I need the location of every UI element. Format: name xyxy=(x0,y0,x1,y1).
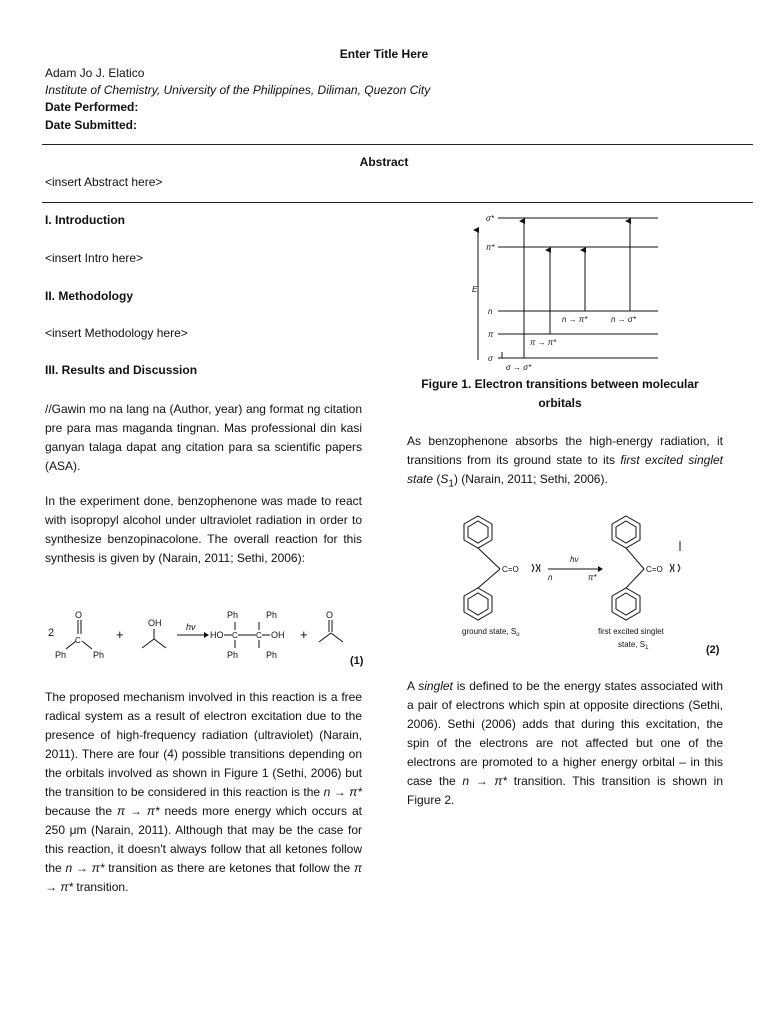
level-n: n xyxy=(488,307,493,316)
eq2-co-right: C=O xyxy=(646,565,663,574)
mech-n-pistar-1: n → π* xyxy=(323,785,362,799)
mech-pi-pistar-2: π → π* xyxy=(45,861,362,894)
eq1-ph-bl: Ph xyxy=(227,650,239,660)
mech-text-c: needs more energy which occurs at 250 μm (Narain, 2011). Although that may be the case for this reaction, it doesn't always follow that all ketones follow the xyxy=(45,804,362,875)
level-sigma: σ xyxy=(488,354,493,363)
figure-1-diagram xyxy=(468,210,668,375)
institute: Institute of Chemistry, University of the Philippines, Diliman, Quezon City xyxy=(45,83,431,97)
paragraph-absorption xyxy=(407,432,723,493)
abs-s-sub: 1 xyxy=(448,478,454,490)
label-n-pi-star: n → π* xyxy=(562,315,588,324)
reaction-equation-2 xyxy=(448,508,728,658)
date-submitted: Date Submitted: xyxy=(45,118,138,132)
singlet-word: singlet xyxy=(418,679,453,693)
eq2-n: n xyxy=(548,573,553,582)
eq1-ph-left: Ph xyxy=(55,650,67,660)
divider-bottom xyxy=(42,202,753,203)
eq2-excited-text: state, S xyxy=(618,640,646,649)
abs-text-c: ) (Narain, 2011; Sethi, 2006). xyxy=(453,472,608,486)
label-pi-pi-star: π → π* xyxy=(530,338,557,347)
level-sigma-star: σ* xyxy=(486,214,494,223)
paragraph-singlet xyxy=(407,677,723,810)
intro-heading: I. Introduction xyxy=(45,213,125,227)
eq1-carbon: C xyxy=(75,636,81,645)
paragraph-experiment: In the experiment done, benzophenone was made to react with isopropyl alcohol under ultraviolet radiation in order to synthesize benzopinacolone. The overall reaction for this synthesis is given by (Narain, 2011; Sethi, 2006): xyxy=(45,494,362,565)
eq1-hv: hν xyxy=(186,622,196,632)
method-heading: II. Methodology xyxy=(45,289,133,303)
eq1-carbonyl-o: O xyxy=(75,610,83,620)
eq1-ph-right: Ph xyxy=(93,650,105,660)
divider-top xyxy=(42,144,753,145)
eq1-ph-tl: Ph xyxy=(227,610,239,620)
eq2-excited-sub: 1 xyxy=(645,645,649,651)
singlet-n-pistar: n → π* xyxy=(462,774,508,788)
paragraph-citation-note: //Gawin mo na lang na (Author, year) ang format ng citation pre para mas maganda tingnan. Mas professional din kasi ganyan talaga dapat ang citation para sa scientific papers (ASA). xyxy=(45,402,362,473)
eq1-ph-tr: Ph xyxy=(266,610,278,620)
abstract-heading: Abstract xyxy=(359,155,409,169)
method-text: <insert Methodology here> xyxy=(45,326,188,340)
reaction-equation-1 xyxy=(44,606,374,672)
singlet-text-c: transition. This transition is shown in Figure 2. xyxy=(407,774,723,807)
eq2-number: (2) xyxy=(706,644,720,656)
eq1-c-right: C xyxy=(256,631,262,640)
abs-first-excited: first excited singlet state xyxy=(407,453,723,486)
figure-1-caption: Figure 1. Electron transitions between molecular orbitals xyxy=(421,377,699,410)
mech-text-d: transition as there are ketones that follow the xyxy=(104,861,354,875)
eq1-coefficient: 2 xyxy=(48,627,55,639)
abs-text-b: ( xyxy=(433,472,441,486)
abstract-text: <insert Abstract here> xyxy=(45,175,163,189)
energy-axis-label: E xyxy=(472,285,478,294)
results-heading: III. Results and Discussion xyxy=(45,363,198,377)
label-n-sigma-star: n → σ* xyxy=(611,315,636,324)
level-pi: π xyxy=(488,330,494,339)
intro-text: <insert Intro here> xyxy=(45,251,144,265)
singlet-text-b: is defined to be the energy states associated with a pair of electrons which spin at opposite directions (Sethi, 2006). Sethi (2006) adds that during this excitation, the spin of the electrons are not affected but one of the electrons are promoted to a higher energy orbital – in this case the xyxy=(407,679,723,788)
level-pi-star: π* xyxy=(486,243,495,252)
eq2-excited-line1: first excited singlet xyxy=(598,627,664,636)
eq1-plus-2: + xyxy=(300,627,308,642)
mech-text-e: transition. xyxy=(73,880,129,894)
abs-s: S xyxy=(440,472,449,486)
singlet-text-a: A xyxy=(407,679,419,693)
mech-pi-pistar-1: π → π* xyxy=(116,804,160,818)
eq1-c-left: C xyxy=(232,631,238,640)
eq2-ground-state xyxy=(462,627,520,638)
abs-text-a: As benzophenone absorbs the high-energy radiation, it transitions from its ground state to its xyxy=(407,434,723,467)
mech-n-pistar-2: n → π* xyxy=(65,861,105,875)
mech-text-b: because the xyxy=(45,804,117,818)
eq1-number: (1) xyxy=(350,655,364,667)
page-title: Enter Title Here xyxy=(339,47,429,61)
eq1-acetone-o: O xyxy=(326,610,334,620)
eq1-plus-1: + xyxy=(116,627,124,642)
eq2-ground-sub: o xyxy=(516,632,520,638)
eq1-oh-right: OH xyxy=(271,630,285,640)
eq1-ho: HO xyxy=(210,630,224,640)
eq2-ground-text: ground state, S xyxy=(462,627,517,636)
eq2-co-left: C=O xyxy=(502,565,519,574)
mech-text-a: The proposed mechanism involved in this reaction is a free radical system as a result of electron excitation due to the presence of high-frequency radiation (ultraviolet) (Narain, 2011). There are four (4) possible transitions depending on the orbitals involved as shown in Figure 1 (Sethi, 2006) but the transition to be considered in this reaction is the xyxy=(45,690,362,799)
eq2-hv: hν xyxy=(570,555,579,564)
eq2-pi-star: π* xyxy=(588,573,597,582)
label-sigma-sigma-star: σ → σ* xyxy=(506,363,532,372)
eq2-excited-line2 xyxy=(618,640,649,651)
paragraph-mechanism xyxy=(45,688,362,897)
eq1-ph-br: Ph xyxy=(266,650,278,660)
eq1-oh: OH xyxy=(148,618,162,628)
author-name: Adam Jo J. Elatico xyxy=(45,66,145,80)
date-performed: Date Performed: xyxy=(45,100,139,114)
